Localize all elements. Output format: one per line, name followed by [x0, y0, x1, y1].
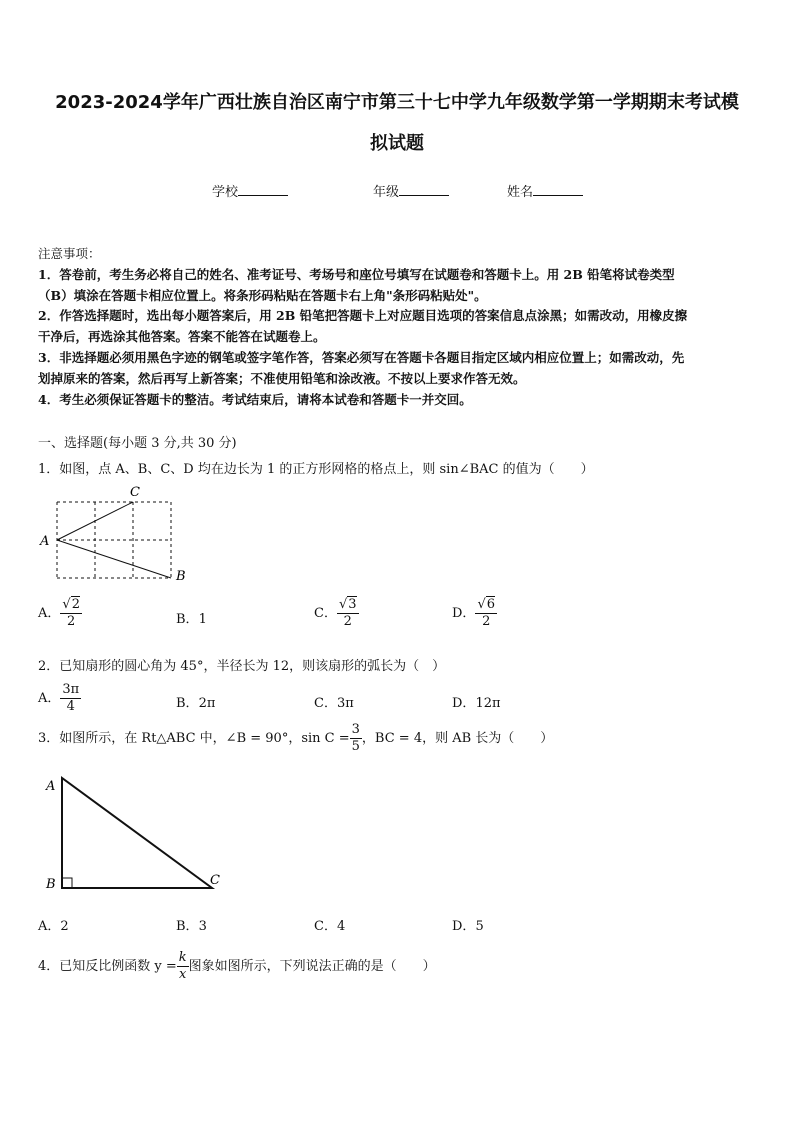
question-3-text: 3．如图所示，在 Rt△ABC 中，∠B = 90°，sin C = $\frac{3}{5}$ ，BC = 4，则 AB 长为（ ）: [38, 722, 554, 754]
q2-option-a[interactable]: A． $\frac{3\pi}{4}$: [38, 682, 80, 714]
page-title-line2: 拟试题: [370, 133, 424, 154]
notes-heading: 注意事项：: [38, 246, 101, 261]
question-4-text: 4．已知反比例函数 y = $\frac{k}{x}$ 图象如图所示，下列说法正确的是（ ）: [38, 950, 436, 982]
section-heading: 一、选择题(每小题 3 分,共 30 分): [38, 436, 237, 451]
note-line: 3．非选择题必须用黑色字迹的钢笔或签字笔作答，答案必须写在答题卡各题目指定区域内相应位置上；如需改动，先: [38, 349, 685, 365]
q1-option-c[interactable]: C． $\frac{√3}{2}$: [314, 597, 357, 629]
q1-option-a[interactable]: A． $\frac{√2}{2}$: [38, 597, 80, 629]
note-line: 1．答卷前，考生务必将自己的姓名、准考证号、考场号和座位号填写在试题卷和答题卡上。用 2B 铅笔将试卷类型: [38, 266, 675, 282]
point-label-c: C: [130, 485, 140, 500]
q1-option-d[interactable]: D． $\frac{√6}{2}$: [452, 597, 496, 629]
page-title: 2023-2024学年广西壮族自治区南宁市第三十七中学九年级数学第一学期期末考试模: [55, 92, 739, 113]
q3-option-a[interactable]: A．2: [38, 919, 69, 934]
question-1-text: 1．如图，点 A、B、C、D 均在边长为 1 的正方形网格的格点上，则 sin∠BAC 的值为（ ）: [38, 462, 594, 477]
q2-option-d[interactable]: D．12π: [452, 696, 501, 711]
q2-option-b[interactable]: B．2π: [176, 696, 216, 711]
question-2-text: 2．已知扇形的圆心角为 45°，半径长为 12，则该扇形的弧长为（ ）: [38, 659, 446, 674]
note-line: 2．作答选择题时，选出每小题答案后，用 2B 铅笔把答题卡上对应题目选项的答案信息点涂黑；如需改动，用橡皮擦: [38, 308, 688, 324]
q3-option-d[interactable]: D．5: [452, 919, 484, 934]
point-label-a: A: [40, 534, 50, 549]
grade-field: 年级: [373, 181, 449, 200]
school-field: 学校: [212, 181, 288, 200]
exam-notes: [38, 244, 758, 410]
vertex-label-b: B: [46, 877, 56, 892]
note-line: 4．考生必须保证答题卡的整洁。考试结束后，请将本试卷和答题卡一并交回。: [38, 391, 472, 407]
note-line: （B）填涂在答题卡相应位置上。将条形码粘贴在答题卡右上角"条形码粘贴处"。: [38, 287, 487, 303]
q3-triangle-figure: [40, 772, 230, 894]
q1-option-b[interactable]: B．1: [176, 612, 207, 627]
point-label-b: B: [176, 569, 186, 584]
note-line: 划掉原来的答案，然后再写上新答案；不准使用铅笔和涂改液。不按以上要求作答无效。: [38, 370, 526, 386]
q2-option-c[interactable]: C．3π: [314, 696, 354, 711]
note-line: 干净后，再选涂其他答案。答案不能答在试题卷上。: [38, 329, 326, 345]
name-field: 姓名: [507, 181, 583, 200]
q1-grid-figure: [36, 482, 196, 584]
q3-option-b[interactable]: B．3: [176, 919, 207, 934]
vertex-label-a: A: [46, 779, 56, 794]
q3-option-c[interactable]: C．4: [314, 919, 346, 934]
vertex-label-c: C: [210, 873, 220, 888]
